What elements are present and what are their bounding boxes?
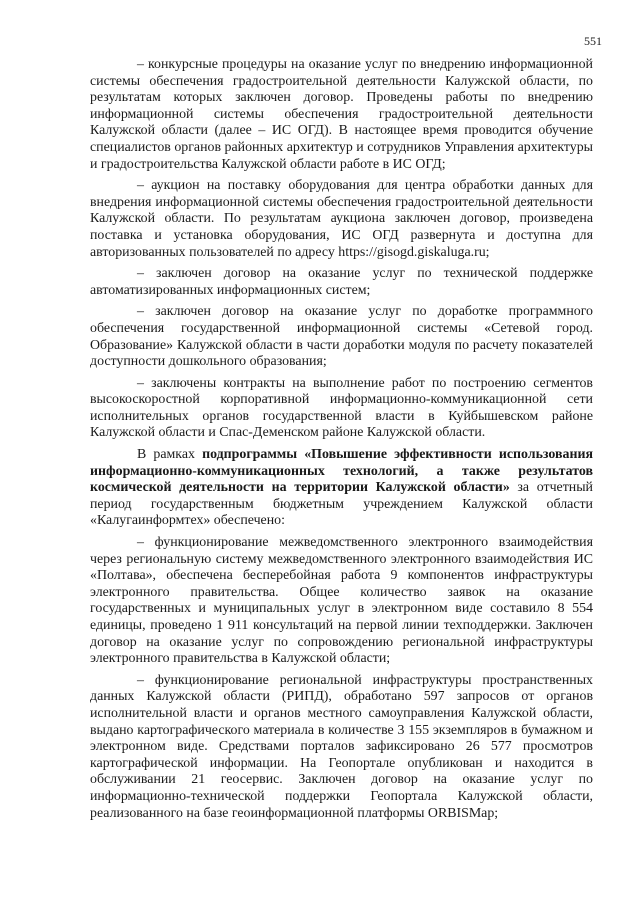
page-number: 551 xyxy=(584,34,602,48)
subprogram-title: подпрограммы «Повышение эффективности использования информационно-коммуникационных технологий, а также результатов космической деятельности на территории Калужской области» xyxy=(90,447,593,496)
paragraph-network-city-contract: – заключен договор на оказание услуг по доработке программного обеспечения государственной информационной системы «Сетевой город. Образование» Калужской области в части доработки модуля по расчету показателей доступности дошкольного образования; xyxy=(90,304,593,370)
paragraph-contest-procedures: – конкурсные процедуры на оказание услуг по внедрению информационной системы обеспечения градостроительной деятельности Калужской области, по результатам которых заключен договор. Проведены работы по внедрению информационной системы обеспечения градостроительной деятельности Калужской области (далее – ИС ОГД). В настоящее время проводится обучение специалистов органов районных архитектур и сотрудников Управления архитектуры и градостроительства Калужской области работе в ИС ОГД; xyxy=(90,57,593,172)
paragraph-auction-equipment: – аукцион на поставку оборудования для центра обработки данных для внедрения информационной системы обеспечения градостроительной деятельности Калужской области. По результатам аукциона заключен договор, произведена поставка и установка оборудования, ИС ОГД развернута и доступна для авторизованных пользователей по адресу https://gisogd.giskaluga.ru; xyxy=(90,178,593,260)
document-body xyxy=(90,57,593,827)
paragraph-network-segments: – заключены контракты на выполнение работ по построению сегментов высокоскоростной корпоративной информационно-коммуникационной сети исполнительных органов государственной власти в Куйбышевском районе Калужской области и Спас-Деменском районе Калужской области. xyxy=(90,375,593,441)
subprogram-suffix: за отчетный период государственным бюджетным учреждением Калужской области «Калугаинформтех» обеспечено: xyxy=(90,480,593,529)
paragraph-tech-support-contract: – заключен договор на оказание услуг по технической поддержке автоматизированных информационных систем; xyxy=(90,266,593,298)
paragraph-subprogram-intro xyxy=(90,447,593,530)
subprogram-prefix: В рамках xyxy=(137,447,203,463)
paragraph-interagency-interaction: – функционирование межведомственного электронного взаимодействия через региональную систему межведомственного электронного взаимодействия ИС «Полтава», обеспечена бесперебойная работа 9 компонентов инфраструктуры электронного правительства. Общее количество заявок на оказание государственных и муниципальных услуг в электронном виде составило 8 554 единицы, проведено 1 911 консультаций на первой линии техподдержки. Заключен договор на оказание услуг по сопровождению региональной инфраструктуры электронного правительства в Калужской области; xyxy=(90,535,593,667)
paragraph-spatial-data: – функционирование региональной инфраструктуры пространственных данных Калужской области (РИПД), обработано 597 запросов от органов исполнительной власти и органов местного самоуправления Калужской области, выдано картографического материала в количестве 3 155 экземпляров в бумажном и электронном виде. Средствами порталов зафиксировано 26 577 просмотров картографической информации. На Геопортале опубликован и находится в обслуживании 21 геосервис. Заключен договор на оказание услуг по информационно-технической поддержки Геопортала Калужской области, реализованного на базе геоинформационной платформы ORBISMap; xyxy=(90,672,593,821)
